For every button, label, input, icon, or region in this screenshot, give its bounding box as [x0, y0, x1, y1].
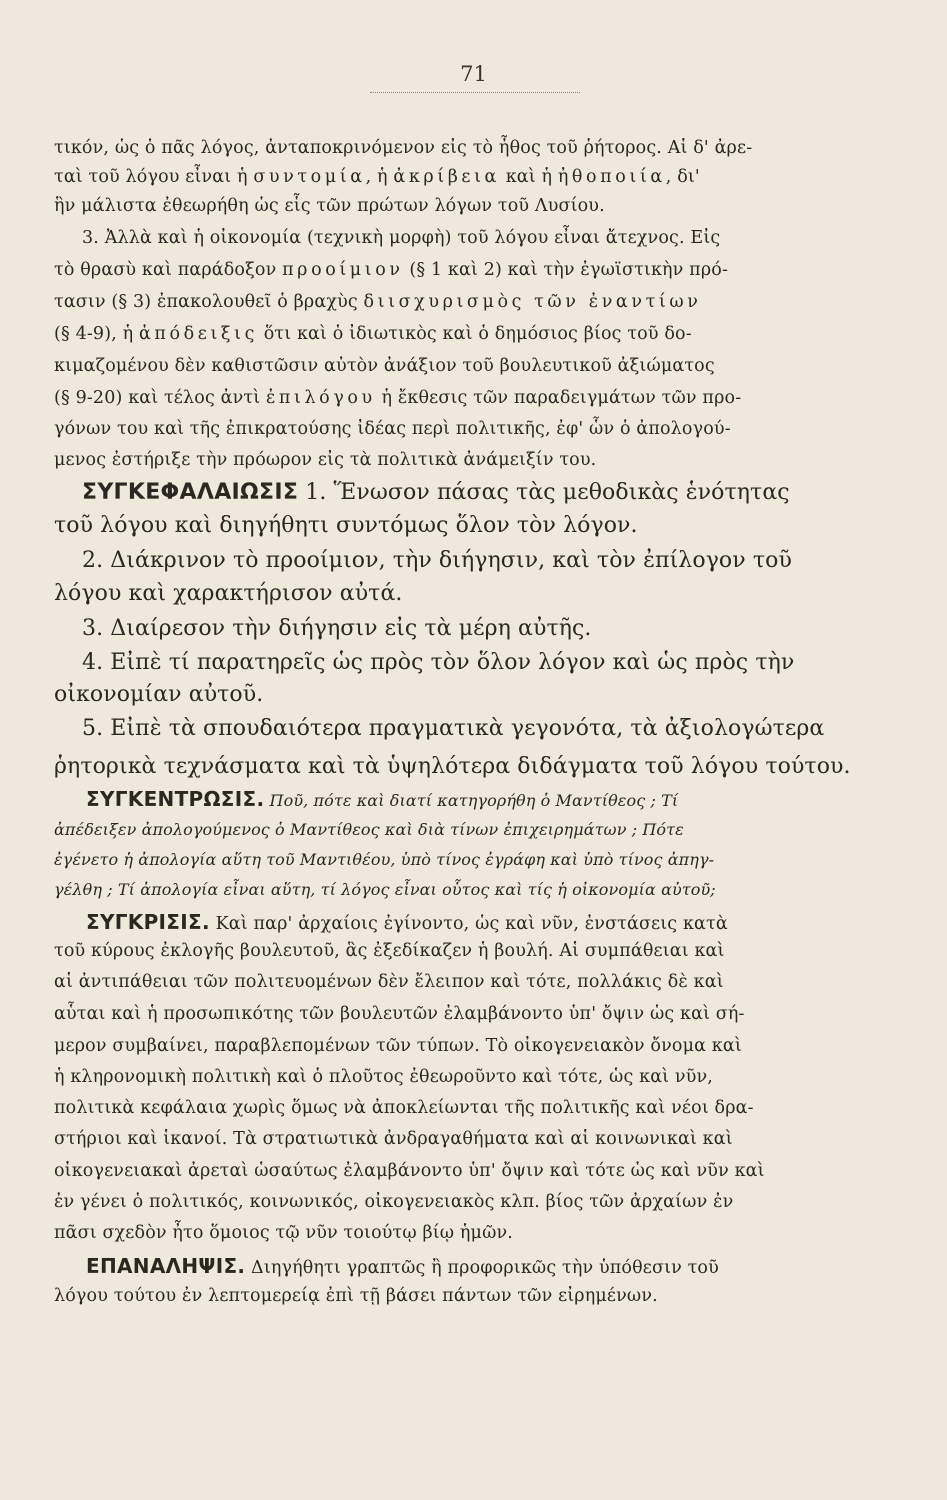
text-line [54, 943, 816, 961]
text-span: ἣν μάλιστα ἐθεωρήθη ὡς εἷς τῶν πρώτων λόγων τοῦ Λυσίου. [54, 196, 605, 216]
text-span: λόγου τούτου ἐν λεπτομερείᾳ ἐπὶ τῇ βάσει πάντων τῶν εἰρημένων. [54, 1286, 658, 1306]
page-number: 71 [460, 62, 487, 86]
question-item: 2. Διάκρινον τὸ προοίμιον, τὴν διήγησιν, καὶ τὸν ἐπίλογον τοῦ [82, 548, 792, 573]
text-line [54, 198, 816, 216]
text-line [54, 822, 816, 838]
text-span: , δι' [665, 167, 700, 187]
text-span: ἡ κληρονομικὴ πολιτικὴ καὶ ὁ πλοῦτος ἐθεωροῦντο καὶ τότε, ὡς καὶ νῦν, [54, 1067, 713, 1087]
text-span: ἐν γένει ὁ πολιτικός, κοινωνικός, οἰκογενειακὸς κλπ. βίος τῶν ἀρχαίων ἐν [54, 1192, 734, 1212]
question-item: 4. Εἰπὲ τί παρατηρεῖς ὡς πρὸς τὸν ὅλον λόγον καὶ ὡς πρὸς τὴν [82, 650, 795, 675]
text-line [54, 754, 851, 779]
spaced-term: συντομία [253, 167, 366, 187]
text-line [54, 169, 816, 187]
text-line [54, 390, 816, 408]
text-span: 1. Ἕνωσον πάσας τὰς μεθοδικὰς ἑνότητας [298, 480, 790, 505]
text-span: κιμαζομένου δὲν καθιστῶσιν αὐτὸν ἀνάξιον τοῦ βουλευτικοῦ ἀξιώματος [54, 356, 715, 376]
question-item: 3. Διαίρεσον τὴν διήγησιν εἰς τὰ μέρη αὐτῆς. [82, 616, 592, 641]
text-span: πᾶσι σχεδὸν ἦτο ὅμοιος τῷ νῦν τοιούτῳ βίῳ ἡμῶν. [54, 1223, 513, 1243]
text-span: οἰκονομίαν αὐτοῦ. [54, 682, 264, 707]
text-line [54, 684, 816, 706]
text-span: τὸ θρασὺ καὶ παράδοξον [54, 260, 283, 280]
text-line [82, 482, 816, 504]
text-line [54, 583, 816, 605]
text-line [54, 452, 816, 470]
text-span: Διηγήθητι γραπτῶς ἢ προφορικῶς τὴν ὑπόθεσιν τοῦ [245, 1258, 719, 1278]
page-number-rule [370, 92, 580, 93]
text-span: στήριοι καὶ ἱκανοί. Τὰ στρατιωτικὰ ἀνδραγαθήματα καὶ αἱ κοινωνικαὶ καὶ [54, 1129, 733, 1149]
section-heading-epanalepsis: ΕΠΑΝΑΛΗΨΙΣ. [86, 1254, 246, 1278]
text-line [54, 262, 816, 280]
spaced-term: προοίμιον [282, 260, 404, 280]
text-span: τασιν (§ 3) ἐπακολουθεῖ ὁ βραχὺς [54, 292, 364, 312]
text-line [54, 421, 816, 439]
text-span: τικόν, ὡς ὁ πᾶς λόγος, ἀνταποκρινόμενον εἰς τὸ ἦθος τοῦ ῥήτορος. Αἱ δ' ἀρε- [54, 138, 753, 158]
text-line [54, 358, 816, 376]
text-span: ἡ ἔκθεσις τῶν παραδειγμάτων τῶν προ- [375, 388, 742, 408]
spaced-term: ἠθοποιία [557, 167, 666, 187]
text-line [86, 912, 816, 934]
text-span: οἰκογενειακαὶ ἀρεταὶ ὡσαύτως ἐλαμβάνοντο ὑπ' ὄψιν καὶ τότε ὡς καὶ νῦν καὶ [54, 1161, 765, 1181]
text-span: ἐγένετο ἡ ἀπολογία αὕτη τοῦ Μαντιθέου, ὑπὸ τίνος ἐγράφη καὶ ὑπὸ τίνος ἀπηγ- [54, 850, 715, 869]
text-span: Καὶ παρ' ἀρχαίοις ἐγίνοντο, ὡς καὶ νῦν, ἐνστάσεις κατὰ [209, 914, 728, 934]
spaced-term: διισχυρισμὸς τῶν ἐναντίων [363, 292, 702, 312]
text-span: ταὶ τοῦ λόγου εἶναι ἡ [54, 167, 254, 187]
text-line [86, 1256, 816, 1278]
text-line [82, 716, 825, 741]
text-span: μενος ἐστήριξε τὴν πρόωρον εἰς τὰ πολιτικὰ ἀνάμειξίν του. [54, 450, 597, 470]
text-span: μερον συμβαίνει, παραβλεπομένων τῶν τύπων. Τὸ οἰκογενειακὸν ὄνομα καὶ [54, 1036, 742, 1056]
text-span: γέλθη ; Τί ἀπολογία εἶναι αὕτη, τί λόγος εἶναι οὗτος καὶ τίς ἡ οἰκονομία αὐτοῦ; [54, 880, 716, 899]
text-span: καὶ ἡ [499, 167, 558, 187]
text-line [82, 550, 816, 572]
spaced-term: ἐπιλόγου [265, 388, 376, 408]
text-line [54, 974, 816, 992]
text-span: ὅτι καὶ ὁ ἰδιωτικὸς καὶ ὁ δημόσιος βίος τοῦ δο- [258, 324, 692, 344]
text-span: τοῦ λόγου καὶ διηγήθητι συντόμως ὅλον τὸν λόγον. [54, 513, 638, 538]
section-heading-synkentrosis: ΣΥΓΚΕΝΤΡΩΣΙΣ. [86, 787, 265, 811]
text-line [54, 515, 816, 537]
text-line [86, 789, 816, 809]
text-span: (§ 1 καὶ 2) καὶ τὴν ἐγωϊστικὴν πρό- [403, 260, 729, 280]
text-span: λόγου καὶ χαρακτήρισον αὐτά. [54, 581, 403, 606]
text-span: (§ 9-20) καὶ τέλος ἀντὶ [54, 388, 266, 408]
text-span: ἀπέδειξεν ἀπολογούμενος ὁ Μαντίθεος καὶ διὰ τίνων ἐπιχειρημάτων ; Πότε [54, 820, 684, 839]
text-span: τοῦ κύρους ἐκλογῆς βουλευτοῦ, ἃς ἐξεδίκαζεν ἡ βουλή. Αἱ συμπάθειαι καὶ [54, 941, 725, 961]
text-span: πολιτικὰ κεφάλαια χωρὶς ὅμως νὰ ἀποκλείωνται τῆς πολιτικῆς καὶ νέοι δρα- [54, 1098, 754, 1118]
text-line [54, 1006, 816, 1024]
text-span: αὗται καὶ ἡ προσωπικότης τῶν βουλευτῶν ἐλαμβάνοντο ὑπ' ὄψιν ὡς καὶ σή- [54, 1004, 745, 1024]
text-line [54, 882, 816, 898]
text-line [54, 1131, 816, 1149]
text-line [54, 1225, 816, 1243]
text-line [82, 652, 816, 674]
text-span: (§ 4-9), ἡ [54, 324, 139, 344]
question-item: 5. Εἰπὲ τὰ σπουδαιότερα πραγματικὰ γεγονότα, τὰ ἀξιολογώτερα [82, 716, 825, 741]
text-line [54, 852, 816, 868]
text-line [54, 1069, 816, 1087]
text-span: Ποῦ, πότε καὶ διατί κατηγορήθη ὁ Μαντίθεος ; Τί [264, 791, 679, 810]
text-line [82, 618, 816, 640]
text-span: γόνων του καὶ τῆς ἐπικρατούσης ἰδέας περὶ πολιτικῆς, ἐφ' ὧν ὁ ἀπολογού- [54, 419, 731, 439]
spaced-term: ἀκρίβεια [393, 167, 500, 187]
text-line [54, 326, 816, 344]
text-span: , ἡ [365, 167, 394, 187]
text-line [54, 1163, 816, 1181]
text-span: 3. Ἀλλὰ καὶ ἡ οἰκονομία (τεχνικὴ μορφὴ) τοῦ λόγου εἶναι ἄτεχνος. Εἰς [82, 228, 721, 248]
text-line [54, 1100, 816, 1118]
text-span: αἱ ἀντιπάθειαι τῶν πολιτευομένων δὲν ἔλειπον καὶ τότε, πολλάκις δὲ καὶ [54, 972, 724, 992]
section-heading-synkrisis: ΣΥΓΚΡΙΣΙΣ. [86, 910, 210, 934]
text-line [54, 140, 816, 158]
text-line [54, 1288, 816, 1306]
text-line [82, 230, 816, 248]
text-line [54, 294, 816, 312]
text-line [54, 1038, 816, 1056]
text-line [54, 1194, 816, 1212]
spaced-term: ἀπόδειξις [138, 324, 259, 344]
section-heading-synkephalaiosis: ΣΥΓΚΕΦΑΛΑΙΩΣΙΣ [82, 480, 299, 505]
text-span: ῥητορικὰ τεχνάσματα καὶ τὰ ὑψηλότερα διδάγματα τοῦ λόγου τούτου. [54, 754, 851, 779]
